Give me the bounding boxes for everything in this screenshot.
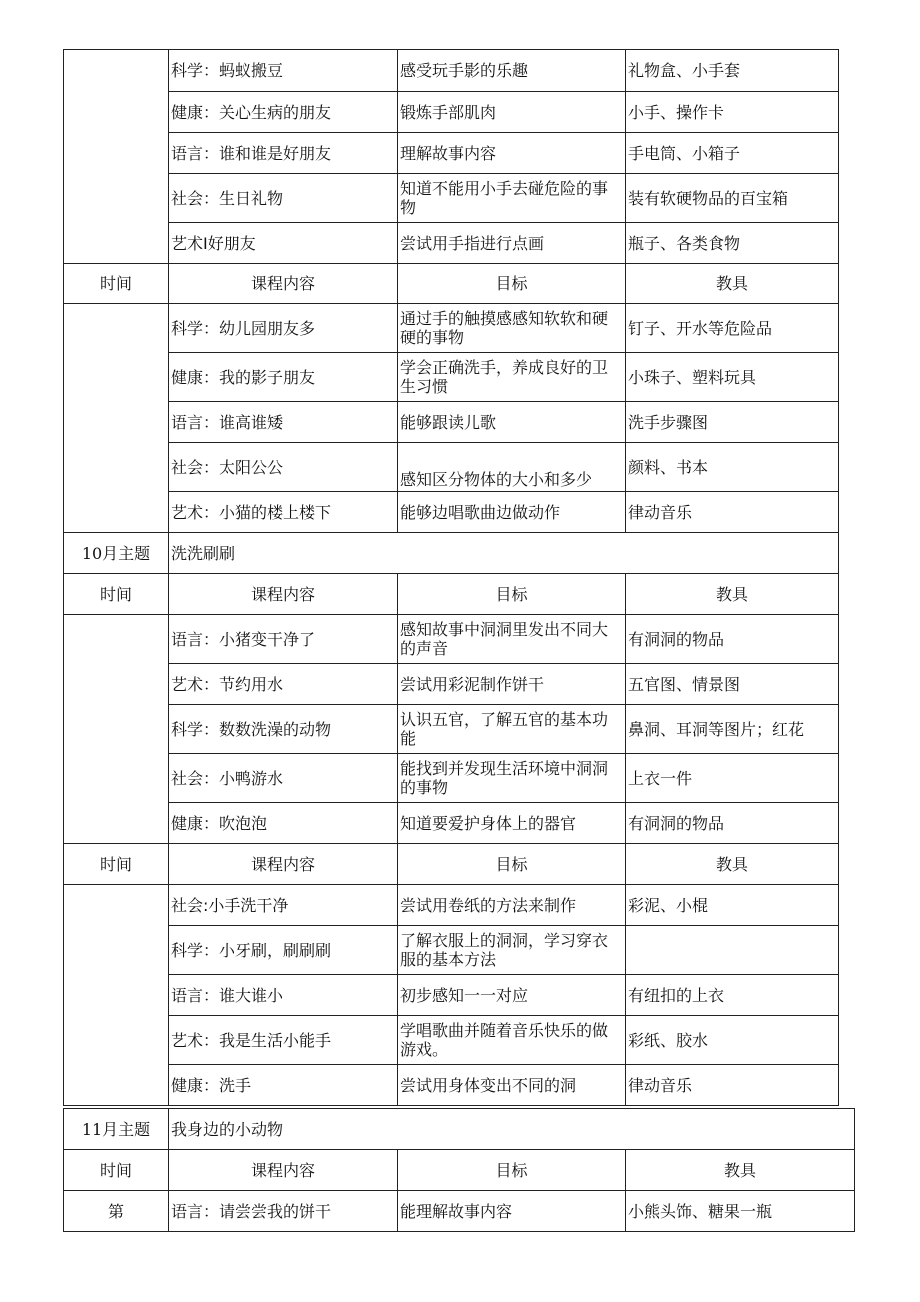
header-tools: 教具 xyxy=(626,1150,855,1191)
tools-cell: 钉子、开水等危险品 xyxy=(626,304,839,353)
header-row xyxy=(64,264,839,304)
header-content: 课程内容 xyxy=(169,844,398,885)
tools-cell: 装有软硬物品的百宝箱 xyxy=(626,174,839,223)
header-goal: 目标 xyxy=(398,264,626,304)
goal-cell: 学唱歌曲并随着音乐快乐的做游戏。 xyxy=(398,1016,626,1065)
theme-row xyxy=(64,1109,855,1150)
content-cell: 语言：请尝尝我的饼干 xyxy=(169,1191,398,1232)
goal-cell: 能够边唱歌曲边做动作 xyxy=(398,492,626,533)
tools-cell: 手电筒、小箱子 xyxy=(626,133,839,174)
content-cell: 社会：生日礼物 xyxy=(169,174,398,223)
content-cell: 社会：太阳公公 xyxy=(169,443,398,492)
table-row xyxy=(64,223,839,264)
content-cell: 科学：小牙刷，刷刷刷 xyxy=(169,926,398,975)
table-row xyxy=(64,1191,855,1232)
tools-cell: 五官图、情景图 xyxy=(626,664,839,705)
time-cell xyxy=(64,885,169,1106)
header-row xyxy=(64,844,839,885)
table-row xyxy=(64,304,839,353)
content-cell: 语言：谁大谁小 xyxy=(169,975,398,1016)
content-cell: 艺术：小猫的楼上楼下 xyxy=(169,492,398,533)
header-content: 课程内容 xyxy=(169,264,398,304)
table-row xyxy=(64,754,839,803)
goal-cell: 能找到并发现生活环境中洞洞的事物 xyxy=(398,754,626,803)
header-tools: 教具 xyxy=(626,574,839,615)
month-theme-title: 洗洗刷刷 xyxy=(169,533,839,574)
header-time: 时间 xyxy=(64,574,169,615)
tools-cell: 礼物盒、小手套 xyxy=(626,50,839,92)
header-time: 时间 xyxy=(64,264,169,304)
goal-cell: 能理解故事内容 xyxy=(398,1191,626,1232)
goal-cell: 感受玩手影的乐趣 xyxy=(398,50,626,92)
content-cell: 语言：谁和谁是好朋友 xyxy=(169,133,398,174)
tools-cell: 律动音乐 xyxy=(626,492,839,533)
header-goal: 目标 xyxy=(398,1150,626,1191)
header-time: 时间 xyxy=(64,844,169,885)
curriculum-table xyxy=(63,49,839,1106)
content-cell: 语言：谁高谁矮 xyxy=(169,402,398,443)
goal-cell: 尝试用卷纸的方法来制作 xyxy=(398,885,626,926)
header-row xyxy=(64,574,839,615)
month-theme-label: 11月主题 xyxy=(64,1109,169,1150)
goal-cell: 理解故事内容 xyxy=(398,133,626,174)
goal-cell: 锻炼手部肌肉 xyxy=(398,92,626,133)
header-row xyxy=(64,1150,855,1191)
theme-row xyxy=(64,533,839,574)
table-row xyxy=(64,50,839,92)
content-cell: 健康：吹泡泡 xyxy=(169,803,398,844)
tools-cell: 洗手步骤图 xyxy=(626,402,839,443)
content-cell: 健康：洗手 xyxy=(169,1065,398,1106)
content-cell: 艺术：我是生活小能手 xyxy=(169,1016,398,1065)
goal-cell: 初步感知一一对应 xyxy=(398,975,626,1016)
month-theme-label: 10月主题 xyxy=(64,533,169,574)
goal-cell: 学会正确洗手，养成良好的卫生习惯 xyxy=(398,353,626,402)
header-content: 课程内容 xyxy=(169,1150,398,1191)
goal-cell: 知道不能用小手去碰危险的事物 xyxy=(398,174,626,223)
table-row xyxy=(64,803,839,844)
november-table xyxy=(63,1108,855,1232)
content-cell: 语言：小猪变干净了 xyxy=(169,615,398,664)
table-row xyxy=(64,174,839,223)
table-row xyxy=(64,492,839,533)
tools-cell: 小熊头饰、糖果一瓶 xyxy=(626,1191,855,1232)
table-row xyxy=(64,133,839,174)
goal-cell: 通过手的触摸感感知软软和硬硬的事物 xyxy=(398,304,626,353)
time-cell xyxy=(64,50,169,264)
table-row xyxy=(64,615,839,664)
table-row xyxy=(64,92,839,133)
goal-cell: 能够跟读儿歌 xyxy=(398,402,626,443)
content-cell: 社会:小手洗干净 xyxy=(169,885,398,926)
goal-cell: 感知区分物体的大小和多少 xyxy=(398,443,626,492)
content-cell: 科学：幼儿园朋友多 xyxy=(169,304,398,353)
table-row xyxy=(64,402,839,443)
tools-cell: 有洞洞的物品 xyxy=(626,615,839,664)
content-cell: 健康：关心生病的朋友 xyxy=(169,92,398,133)
table-row xyxy=(64,705,839,754)
header-time: 时间 xyxy=(64,1150,169,1191)
tools-cell: 小珠子、塑料玩具 xyxy=(626,353,839,402)
time-cell xyxy=(64,304,169,533)
tools-cell: 有纽扣的上衣 xyxy=(626,975,839,1016)
table-row xyxy=(64,443,839,492)
content-cell: 科学：蚂蚁搬豆 xyxy=(169,50,398,92)
content-cell: 艺术Ⅰ好朋友 xyxy=(169,223,398,264)
table-row xyxy=(64,664,839,705)
goal-cell: 尝试用彩泥制作饼干 xyxy=(398,664,626,705)
time-cell xyxy=(64,615,169,844)
time-cell: 第 xyxy=(64,1191,169,1232)
tools-cell: 律动音乐 xyxy=(626,1065,839,1106)
tools-cell: 上衣一件 xyxy=(626,754,839,803)
tools-cell: 彩泥、小棍 xyxy=(626,885,839,926)
header-goal: 目标 xyxy=(398,844,626,885)
goal-cell: 认识五官，了解五官的基本功能 xyxy=(398,705,626,754)
goal-cell: 知道要爱护身体上的器官 xyxy=(398,803,626,844)
tools-cell: 小手、操作卡 xyxy=(626,92,839,133)
tools-cell: 有洞洞的物品 xyxy=(626,803,839,844)
goal-cell: 尝试用手指进行点画 xyxy=(398,223,626,264)
goal-cell: 感知故事中洞洞里发出不同大的声音 xyxy=(398,615,626,664)
tools-cell: 鼻洞、耳洞等图片；红花 xyxy=(626,705,839,754)
content-cell: 艺术：节约用水 xyxy=(169,664,398,705)
header-goal: 目标 xyxy=(398,574,626,615)
table-row xyxy=(64,885,839,926)
content-cell: 社会：小鸭游水 xyxy=(169,754,398,803)
table-row xyxy=(64,1016,839,1065)
tools-cell: 瓶子、各类食物 xyxy=(626,223,839,264)
goal-cell: 了解衣服上的洞洞，学习穿衣服的基本方法 xyxy=(398,926,626,975)
goal-cell: 尝试用身体变出不同的洞 xyxy=(398,1065,626,1106)
header-tools: 教具 xyxy=(626,264,839,304)
header-tools: 教具 xyxy=(626,844,839,885)
header-content: 课程内容 xyxy=(169,574,398,615)
content-cell: 科学：数数洗澡的动物 xyxy=(169,705,398,754)
table-row xyxy=(64,926,839,975)
tools-cell: 彩纸、胶水 xyxy=(626,1016,839,1065)
table-row xyxy=(64,1065,839,1106)
tools-cell xyxy=(626,926,839,975)
tools-cell: 颜料、书本 xyxy=(626,443,839,492)
table-row xyxy=(64,975,839,1016)
content-cell: 健康：我的影子朋友 xyxy=(169,353,398,402)
month-theme-title: 我身边的小动物 xyxy=(169,1109,855,1150)
table-row xyxy=(64,353,839,402)
